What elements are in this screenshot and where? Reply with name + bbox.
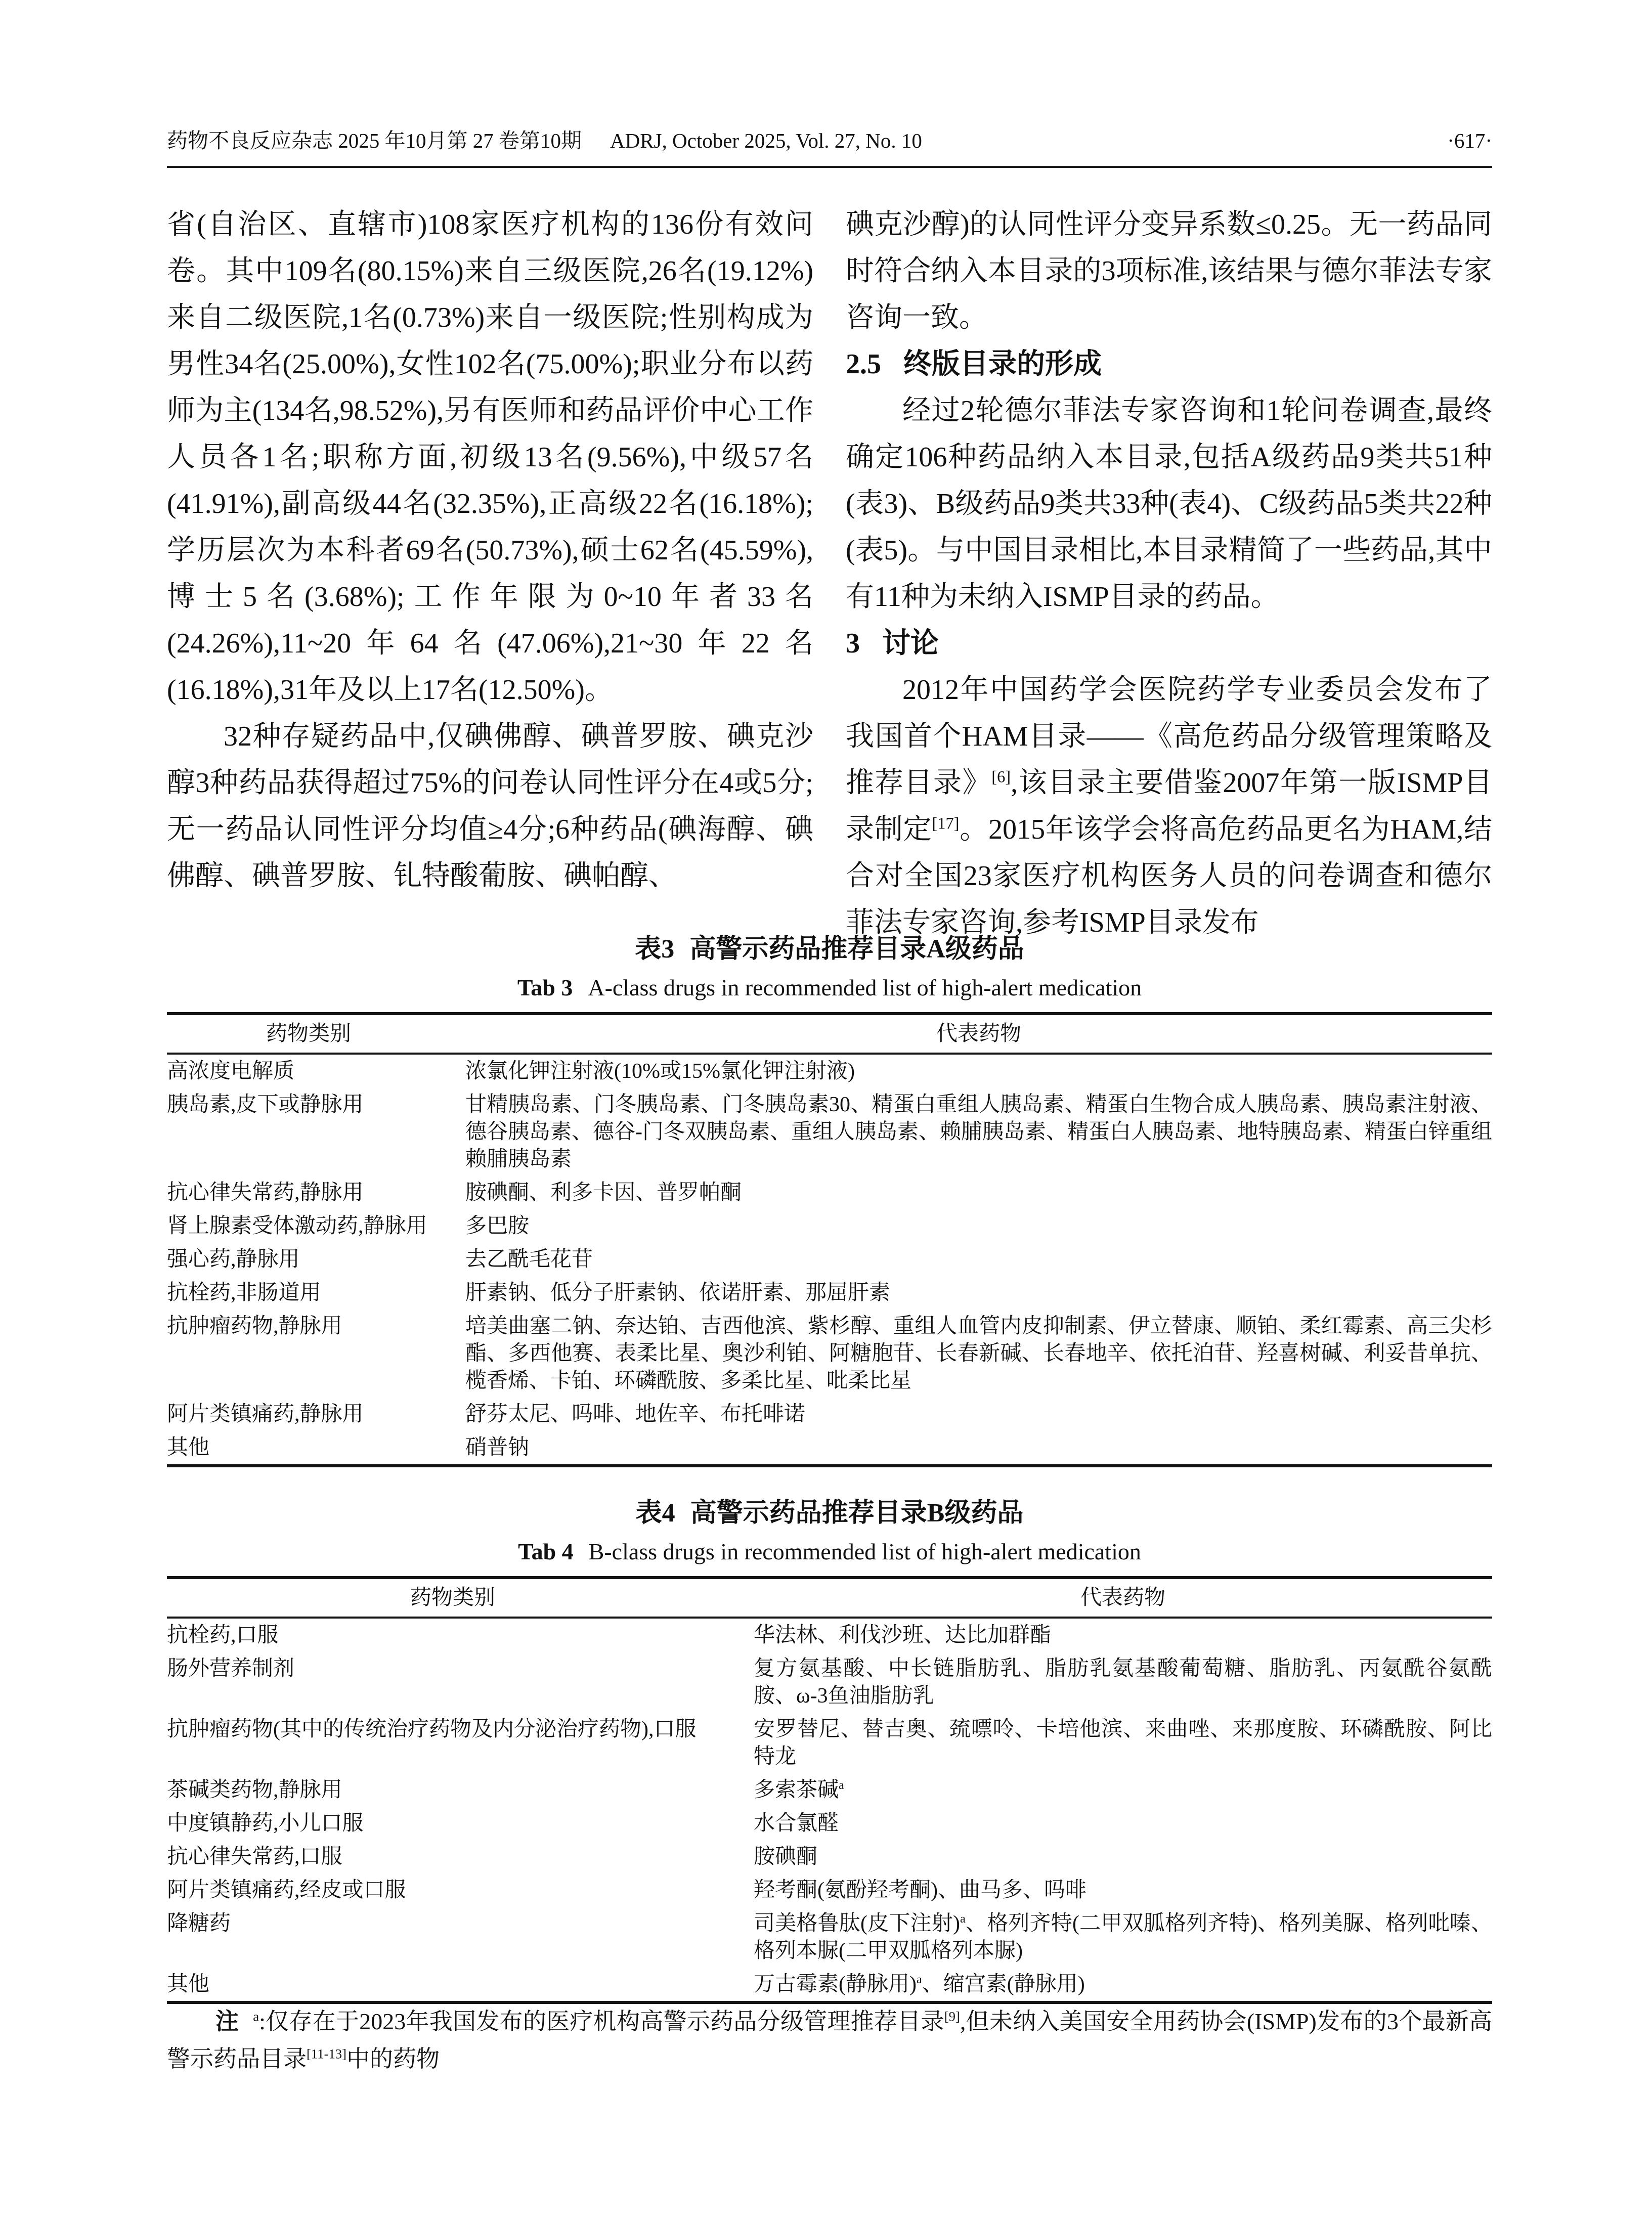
table-row — [167, 1243, 1492, 1276]
representative-drugs-cell: 硝普钠 — [465, 1436, 530, 1459]
representative-drugs-cell: 安罗替尼、替吉奥、巯嘌呤、卡培他滨、来曲唑、来那度胺、环磷酰胺、阿比特龙 — [754, 1718, 1492, 1768]
reference-marker: [6] — [991, 768, 1011, 787]
representative-drugs-cell: 万古霉素(静脉用)$^a$、缩宫素(静脉用) — [754, 1973, 1085, 1996]
drug-category-cell: 其他 — [167, 1973, 210, 1996]
drug-category-cell: 胰岛素,皮下或静脉用 — [167, 1093, 364, 1116]
page-number: ·617· — [1447, 129, 1492, 152]
representative-drugs-cell: 甘精胰岛素、门冬胰岛素、门冬胰岛素30、精蛋白重组人胰岛素、精蛋白生物合成人胰岛素、胰岛素注射液、德谷胰岛素、德谷-门冬双胰岛素、重组人胰岛素、赖脯胰岛素、精蛋白人胰岛素、地特胰岛素、精蛋白锌重组赖脯胰岛素 — [465, 1093, 1492, 1171]
table-title-text: B-class drugs in recommended list of high-alert medication — [588, 1539, 1141, 1564]
drug-category-cell: 阿片类镇痛药,静脉用 — [167, 1403, 364, 1426]
representative-drugs-cell: 舒芬太尼、吗啡、地佐辛、布托啡诺 — [465, 1403, 806, 1426]
representative-drugs-cell: 复方氨基酸、中长链脂肪乳、脂肪乳氨基酸葡萄糖、脂肪乳、丙氨酰谷氨酰胺、ω-3鱼油脂肪乳 — [754, 1657, 1492, 1708]
drug-category-cell: 抗心律失常药,口服 — [167, 1845, 342, 1868]
table-4 — [167, 1576, 1492, 2004]
table-label: Tab 4 — [518, 1539, 574, 1564]
table-4-block — [167, 1497, 1492, 2004]
table-row — [167, 1907, 1492, 1968]
footnote-label: 注 — [215, 2009, 239, 2034]
representative-drugs-cell: 去乙酰毛花苷 — [465, 1248, 593, 1271]
footnote-text: :仅存在于2023年我国发布的医疗机构高警示药品分级管理推荐目录 — [259, 2009, 944, 2034]
paragraph-text: 。2015年该学会将高危药品更名为HAM,结合对全国23家医疗机构医务人员的问卷调查和德尔菲法专家咨询,参考ISMP目录发布 — [846, 814, 1492, 938]
table-row — [167, 1176, 1492, 1209]
drug-category-cell: 中度镇静药,小儿口服 — [167, 1812, 364, 1835]
section-title: 讨论 — [882, 628, 939, 659]
table-label: 表4 — [635, 1499, 675, 1528]
footnote-marker: a — [960, 1912, 966, 1926]
representative-drugs-cell: 水合氯醛 — [754, 1812, 839, 1835]
representative-drugs-cell: 肝素钠、低分子肝素钠、依诺肝素、那屈肝素 — [465, 1281, 891, 1304]
drug-category-cell: 降糖药 — [167, 1912, 231, 1935]
representative-drugs-cell: 胺碘酮 — [754, 1845, 818, 1868]
table-row — [167, 1088, 1492, 1176]
representative-drugs-cell: 华法林、利伐沙班、达比加群酯 — [754, 1624, 1052, 1647]
table-body — [167, 1055, 1492, 1464]
paragraph: 碘克沙醇)的认同性评分变异系数≤0.25。无一药品同时符合纳入本目录的3项标准,该结果与德尔菲法专家咨询一致。 — [846, 209, 1492, 333]
drug-category-cell: 阿片类镇痛药,经皮或口服 — [167, 1879, 406, 1902]
footnote-marker: a — [916, 1973, 922, 1986]
paragraph-text: ,该目录主要借鉴2007年第一版ISMP目录制定 — [846, 767, 1492, 845]
section-title: 终版目录的形成 — [903, 348, 1102, 380]
table-header-row — [167, 1579, 1492, 1619]
representative-drugs-cell: 培美曲塞二钠、奈达铂、吉西他滨、紫杉醇、重组人血管内皮抑制素、伊立替康、顺铂、柔红霉素、高三尖杉酯、多西他赛、表柔比星、奥沙利铂、阿糖胞苷、长春新碱、长春地辛、依托泊苷、羟喜树碱、利妥昔单抗、榄香烯、卡铂、环磷酰胺、多柔比星、吡柔比星 — [465, 1315, 1492, 1392]
drug-category-cell: 茶碱类药物,静脉用 — [167, 1778, 342, 1802]
section-number: 2.5 — [846, 348, 881, 380]
table-row — [167, 1773, 1492, 1807]
reference-marker: [17] — [932, 814, 960, 833]
table-title-text: 高警示药品推荐目录A级药品 — [689, 935, 1024, 964]
table-footnote — [167, 2003, 1492, 2078]
table-row — [167, 1055, 1492, 1088]
representative-drugs-cell: 司美格鲁肽(皮下注射)$^a$、格列齐特(二甲双胍格列齐特)、格列美脲、格列吡嗪、格列本脲(二甲双胍格列本脲) — [754, 1912, 1492, 1962]
table-row — [167, 1431, 1492, 1464]
paragraph: 省(自治区、直辖市)108家医疗机构的136份有效问卷。其中109名(80.15%)来自三级医院,26名(19.12%)来自二级医院,1名(0.73%)来自一级医院;性别构成为男性34名(25.00%),女性102名(75.00%);职业分布以药师为主(134名,98.52%),另有医师和药品评价中心工作人员各1名;职称方面,初级13名(9.56%),中级57名(41.91%),副高级44名(32.35%),正高级22名(16.18%);学历层次为本科者69名(50.73%),硕士62名(45.59%),博士5名(3.68%);工作年限为0~10年者33名(24.26%),11~20年64名(47.06%),21~30年22名(16.18%),31年及以上17名(12.50%)。 — [167, 209, 813, 706]
drug-category-cell: 强心药,静脉用 — [167, 1248, 300, 1271]
drug-category-cell: 肠外营养制剂 — [167, 1657, 295, 1680]
reference-marker: [11-13] — [307, 2046, 346, 2062]
table-row — [167, 1276, 1492, 1310]
footnote-text: 中的药物 — [346, 2046, 440, 2072]
table-4-title-en — [167, 1538, 1492, 1566]
drug-category-cell: 肾上腺素受体激动药,静脉用 — [167, 1214, 427, 1238]
drug-category-cell: 其他 — [167, 1436, 210, 1459]
table-row — [167, 1619, 1492, 1652]
journal-citation — [167, 127, 922, 154]
representative-drugs-cell: 胺碘酮、利多卡因、普罗帕酮 — [465, 1181, 742, 1204]
table-3-title-en — [167, 974, 1492, 1002]
journal-title-en: ADRJ, October 2025, Vol. 27, No. 10 — [610, 129, 922, 152]
table-row — [167, 1398, 1492, 1431]
table-row — [167, 1840, 1492, 1873]
section-number: 3 — [846, 628, 860, 659]
page-header — [167, 127, 1492, 168]
drug-category-cell: 高浓度电解质 — [167, 1060, 295, 1083]
section-heading-2-5 — [846, 341, 1492, 387]
table-3-block — [167, 933, 1492, 1467]
footnote-marker: a — [839, 1778, 844, 1792]
table-title-text: A-class drugs in recommended list of high-alert medication — [588, 975, 1142, 1000]
paragraph-text: 2012年中国药学会医院药学专业委员会发布了我国首个HAM目录——《高危药品分级管理策略及推荐目录》 — [846, 674, 1492, 799]
drug-category-cell: 抗肿瘤药物,静脉用 — [167, 1315, 342, 1338]
table-row — [167, 1968, 1492, 2001]
article-body — [167, 201, 1492, 946]
table-label: 表3 — [635, 935, 675, 964]
table-row — [167, 1310, 1492, 1398]
table-3 — [167, 1012, 1492, 1467]
column-header-category: 药物类别 — [266, 1022, 351, 1045]
table-body — [167, 1619, 1492, 2001]
table-row — [167, 1807, 1492, 1840]
representative-drugs-cell: 多巴胺 — [465, 1214, 530, 1238]
reference-marker: [9] — [944, 2009, 960, 2024]
table-row — [167, 1713, 1492, 1773]
drug-category-cell: 抗栓药,口服 — [167, 1624, 279, 1647]
table-row — [167, 1209, 1492, 1243]
column-header-drugs: 代表药物 — [1080, 1586, 1165, 1609]
drug-category-cell: 抗肿瘤药物(其中的传统治疗药物及内分泌治疗药物),口服 — [167, 1718, 697, 1741]
section-heading-3 — [846, 620, 1492, 667]
footnote-text: ,但未纳入美国安全用药协会(ISMP)发布的3个最新高警示药品目录 — [167, 2009, 1493, 2072]
representative-drugs-cell: 羟考酮(氨酚羟考酮)、曲马多、吗啡 — [754, 1879, 1086, 1902]
column-header-category: 药物类别 — [410, 1586, 495, 1609]
table-label: Tab 3 — [517, 975, 573, 1000]
drug-category-cell: 抗心律失常药,静脉用 — [167, 1181, 364, 1204]
left-column — [167, 201, 813, 946]
representative-drugs-cell: 浓氯化钾注射液(10%或15%氯化钾注射液) — [465, 1060, 855, 1083]
drug-category-cell: 抗栓药,非肠道用 — [167, 1281, 321, 1304]
table-3-title-cn — [167, 933, 1492, 966]
paragraph: 32种存疑药品中,仅碘佛醇、碘普罗胺、碘克沙醇3种药品获得超过75%的问卷认同性评分在4或5分;无一药品认同性评分均值≥4分;6种药品(碘海醇、碘佛醇、碘普罗胺、钆特酸葡胺、碘帕醇、 — [167, 721, 813, 892]
journal-title-cn: 药物不良反应杂志 2025 年10月第 27 卷第10期 — [167, 129, 582, 152]
table-row — [167, 1873, 1492, 1907]
paragraph: 经过2轮德尔菲法专家咨询和1轮问卷调查,最终确定106种药品纳入本目录,包括A级药品9类共51种(表3)、B级药品9类共33种(表4)、C级药品5类共22种(表5)。与中国目录相比,本目录精简了一些药品,其中有11种为未纳入ISMP目录的药品。 — [846, 395, 1492, 613]
paragraph — [846, 667, 1492, 946]
column-header-drugs: 代表药物 — [936, 1022, 1021, 1045]
footnote-marker: a — [253, 2009, 259, 2024]
table-4-title-cn — [167, 1497, 1492, 1530]
representative-drugs-cell: 多索茶碱$^a$ — [754, 1778, 844, 1802]
right-column — [846, 201, 1492, 946]
table-row — [167, 1652, 1492, 1713]
table-header-row — [167, 1015, 1492, 1055]
table-title-text: 高警示药品推荐目录B级药品 — [690, 1499, 1024, 1528]
